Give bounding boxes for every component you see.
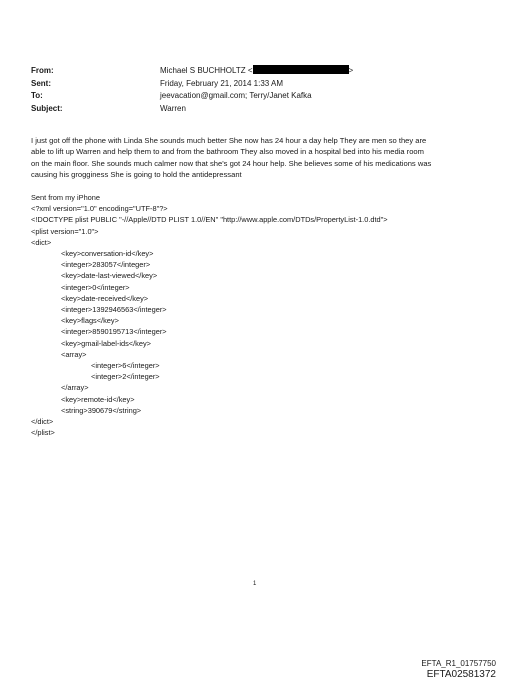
xml-line: <integer>283057</integer> [61,260,151,270]
xml-line: <plist version="1.0"> [31,226,99,236]
plist-block [31,192,388,438]
xml-line: <integer>2</integer> [91,372,160,382]
xml-line: <key>gmail-label-ids</key> [61,338,151,348]
subject-row [31,103,471,116]
sent-label: Sent: [31,78,51,88]
from-sender: Michael S BUCHHOLTZ < [160,66,253,75]
xml-line: <key>date-received</key> [61,293,149,303]
to-label: To: [31,91,43,100]
xml-line: <string>390679</string> [61,405,142,415]
xml-line: <?xml version="1.0" encoding="UTF-8"?> [31,204,168,214]
email-body [31,135,501,180]
subject-label: Subject: [31,103,63,113]
body-line: on the main floor. She sounds much calmer now that she's got 24 hour help. She believes some of his medications was [31,158,432,168]
xml-line: <key>date-last-viewed</key> [61,271,158,281]
xml-line: <array> [61,349,87,359]
page-number: 1 [253,581,257,587]
xml-line: <integer>1392946563</integer> [61,305,167,315]
xml-line: <!DOCTYPE plist PUBLIC "-//Apple//DTD PLIST 1.0//EN" "http://www.apple.com/DTDs/PropertyList-1.0.dtd"> [31,215,388,225]
xml-line: </array> [61,383,89,393]
from-value [160,65,353,78]
subject-value: Warren [160,103,186,113]
sent-row [31,78,471,91]
from-label: From: [31,66,54,75]
body-line: able to lift up Warren and help them to and from the bathroom They also moved in a hospital bed into his media room [31,147,424,157]
xml-line: <key>conversation-id</key> [61,249,154,259]
efta-small-stamp: EFTA_R1_01757750 [421,659,496,668]
sent-value: Friday, February 21, 2014 1:33 AM [160,78,284,88]
efta-large-stamp: EFTA02581372 [426,669,496,680]
xml-line: <key>remote-id</key> [61,394,135,404]
redaction-box [253,65,349,74]
xml-line: <key>flags</key> [61,316,119,326]
body-line: causing his grogginess She is going to hold the antidepressant [31,169,242,179]
xml-line: </dict> [31,417,54,427]
from-suffix: > [348,66,354,75]
xml-line: <dict> [31,237,52,247]
to-row [31,90,471,103]
email-header [31,65,471,115]
xml-line: <integer>8590195713</integer> [61,327,167,337]
signature-line: Sent from my iPhone [31,193,101,202]
to-value: jeevacation@gmail.com; Terry/Janet Kafka [160,91,312,100]
xml-line: <integer>6</integer> [91,361,160,371]
body-line: I just got off the phone with Linda She sounds much better She now has 24 hour a day help They are men so they are [31,136,427,145]
xml-line: </plist> [31,428,55,438]
from-row [31,65,471,78]
xml-line: <integer>0</integer> [61,282,130,292]
